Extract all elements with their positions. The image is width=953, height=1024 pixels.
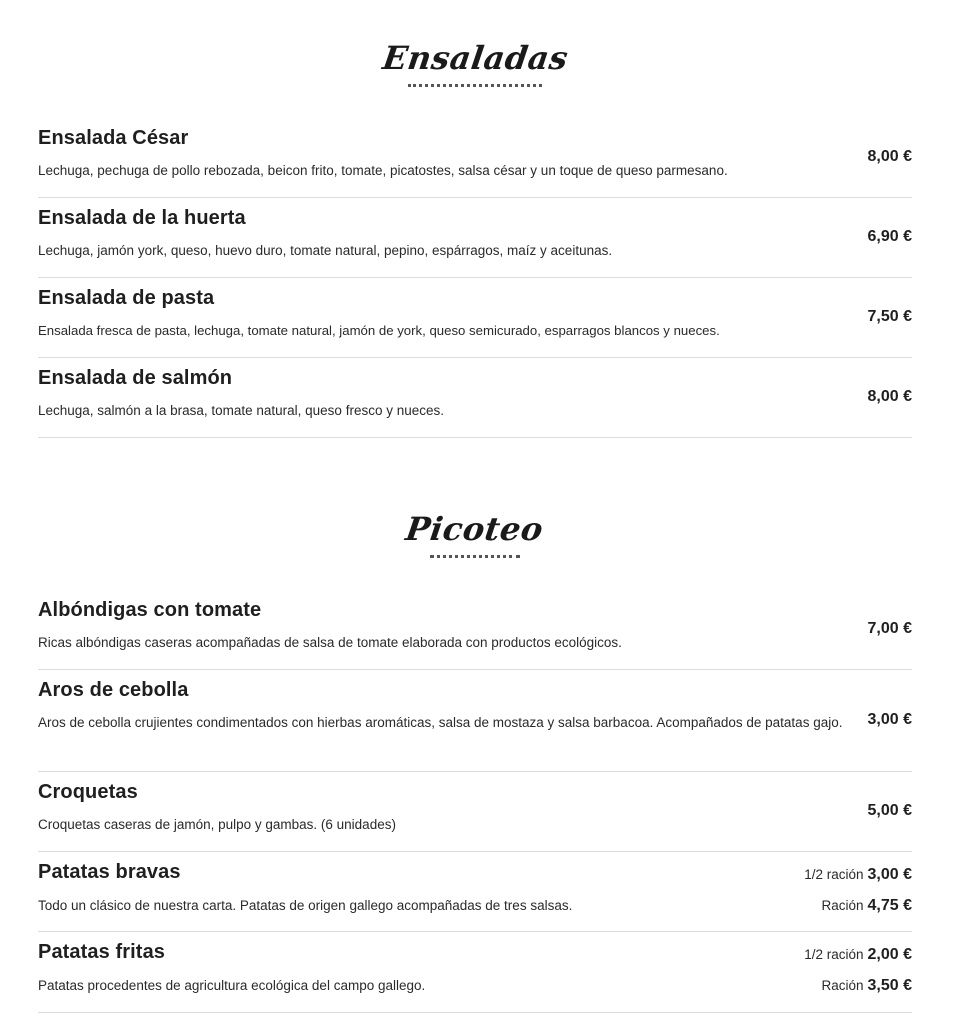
price-full: [821, 897, 912, 915]
price-label: Ración: [821, 898, 864, 913]
item-description: Ricas albóndigas caseras acompañadas de salsa de tomate elaborada con productos ecológicos.: [38, 635, 622, 650]
menu-list-ensaladas: [38, 117, 912, 438]
menu-item: [38, 772, 912, 852]
price-label: Ración: [821, 978, 864, 993]
item-name: Ensalada de pasta: [38, 287, 215, 309]
price-label: 1/2 ración: [804, 947, 864, 962]
section-ensaladas: [38, 36, 912, 96]
item-price: 7,50 €: [867, 308, 912, 325]
item-name: Aros de cebolla: [38, 679, 189, 701]
section-title-text: Picoteo: [403, 510, 547, 548]
menu-item: [38, 932, 912, 1013]
item-price: 8,00 €: [867, 148, 912, 165]
menu-item: [38, 117, 912, 198]
item-name: Croquetas: [38, 781, 138, 803]
title-underline: [430, 555, 520, 558]
title-underline: [408, 84, 542, 87]
price-value: 4,75 €: [867, 897, 912, 914]
section-picoteo: [38, 507, 912, 567]
item-name: Albóndigas con tomate: [38, 599, 262, 621]
menu-item: [38, 670, 912, 772]
item-description: Lechuga, salmón a la brasa, tomate natural, queso fresco y nueces.: [38, 403, 444, 418]
item-description: Aros de cebolla crujientes condimentados con hierbas aromáticas, salsa de mostaza y salsa barbacoa. Acompañados de patatas gajo.: [38, 715, 843, 730]
item-price: 7,00 €: [867, 620, 912, 637]
item-name: Ensalada de la huerta: [38, 207, 246, 229]
section-title-text: Ensaladas: [379, 39, 571, 77]
item-name: Ensalada César: [38, 127, 189, 149]
item-description: Lechuga, jamón york, queso, huevo duro, tomate natural, pepino, espárragos, maíz y aceitunas.: [38, 243, 613, 258]
price-value: 3,00 €: [867, 866, 912, 883]
item-description: Todo un clásico de nuestra carta. Patatas de origen gallego acompañadas de tres salsas.: [38, 898, 573, 913]
item-price: 3,00 €: [867, 711, 912, 728]
item-price: 6,90 €: [867, 228, 912, 245]
price-value: 2,00 €: [867, 946, 912, 963]
item-name: Patatas fritas: [38, 941, 166, 963]
menu-list-picoteo: [38, 589, 912, 1013]
price-value: 3,50 €: [867, 977, 912, 994]
price-half: [804, 946, 912, 964]
menu-item: [38, 198, 912, 278]
section-title: [38, 36, 912, 96]
item-name: Ensalada de salmón: [38, 367, 233, 389]
item-name: Patatas bravas: [38, 861, 181, 883]
item-description: Patatas procedentes de agricultura ecológica del campo gallego.: [38, 978, 426, 993]
item-description: Lechuga, pechuga de pollo rebozada, beicon frito, tomate, picatostes, salsa césar y un toque de queso parmesano.: [38, 163, 728, 178]
menu-item: [38, 358, 912, 438]
price-label: 1/2 ración: [804, 867, 864, 882]
menu-item: [38, 852, 912, 932]
price-full: [821, 977, 912, 995]
menu-item: [38, 278, 912, 358]
item-description: Croquetas caseras de jamón, pulpo y gambas. (6 unidades): [38, 817, 396, 832]
price-half: [804, 866, 912, 884]
section-title: [38, 507, 912, 567]
item-price: 8,00 €: [867, 388, 912, 405]
item-description: Ensalada fresca de pasta, lechuga, tomate natural, jamón de york, queso semicurado, esparragos blancos y nueces.: [38, 323, 720, 338]
menu-item: [38, 589, 912, 670]
item-price: 5,00 €: [867, 802, 912, 819]
